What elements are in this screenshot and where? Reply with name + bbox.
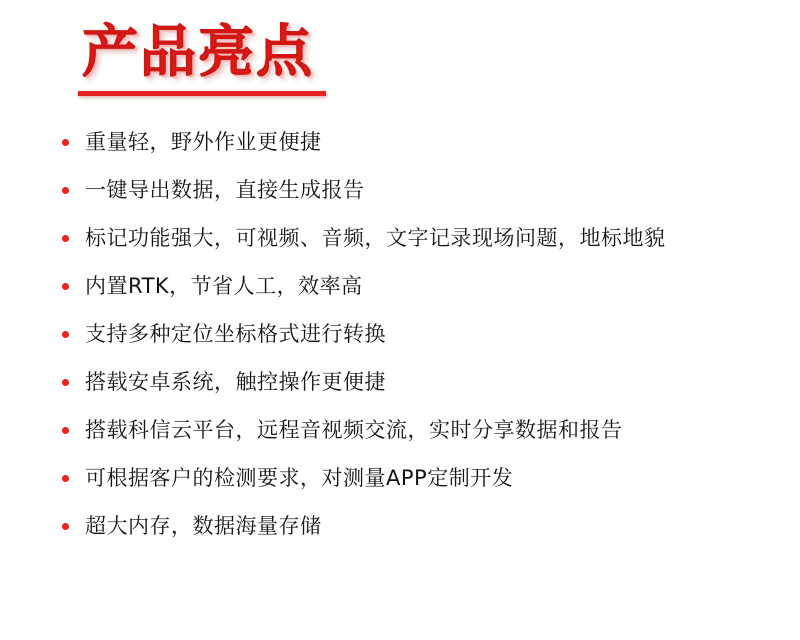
list-item [62,130,762,154]
bullet-dot-icon [62,427,69,434]
list-item [62,226,762,250]
list-item-label: 一键导出数据，直接生成报告 [85,178,365,202]
list-item [62,418,762,442]
list-item [62,322,762,346]
bullet-dot-icon [62,187,69,194]
list-item [62,274,762,298]
bullet-dot-icon [62,139,69,146]
bullet-dot-icon [62,235,69,242]
list-item-label: 支持多种定位坐标格式进行转换 [85,322,386,346]
bullet-dot-icon [62,283,69,290]
page-title: 产品亮点 [82,20,314,85]
title-underline [78,91,326,96]
list-item-label: 重量轻，野外作业更便捷 [85,130,322,154]
list-item [62,370,762,394]
list-item-label: 搭载安卓系统，触控操作更便捷 [85,370,386,394]
list-item [62,514,762,538]
bullet-dot-icon [62,523,69,530]
title-block [78,20,326,96]
list-item-label: 超大内存，数据海量存储 [85,514,322,538]
highlights-list [62,130,762,562]
list-item-label: 标记功能强大，可视频、音频，文字记录现场问题，地标地貌 [85,226,666,250]
bullet-dot-icon [62,475,69,482]
list-item-label: 内置RTK，节省人工，效率高 [85,274,363,298]
list-item-label: 可根据客户的检测要求，对测量APP定制开发 [85,466,514,490]
bullet-dot-icon [62,331,69,338]
list-item [62,466,762,490]
bullet-dot-icon [62,379,69,386]
list-item-label: 搭载科信云平台，远程音视频交流，实时分享数据和报告 [85,418,623,442]
list-item [62,178,762,202]
